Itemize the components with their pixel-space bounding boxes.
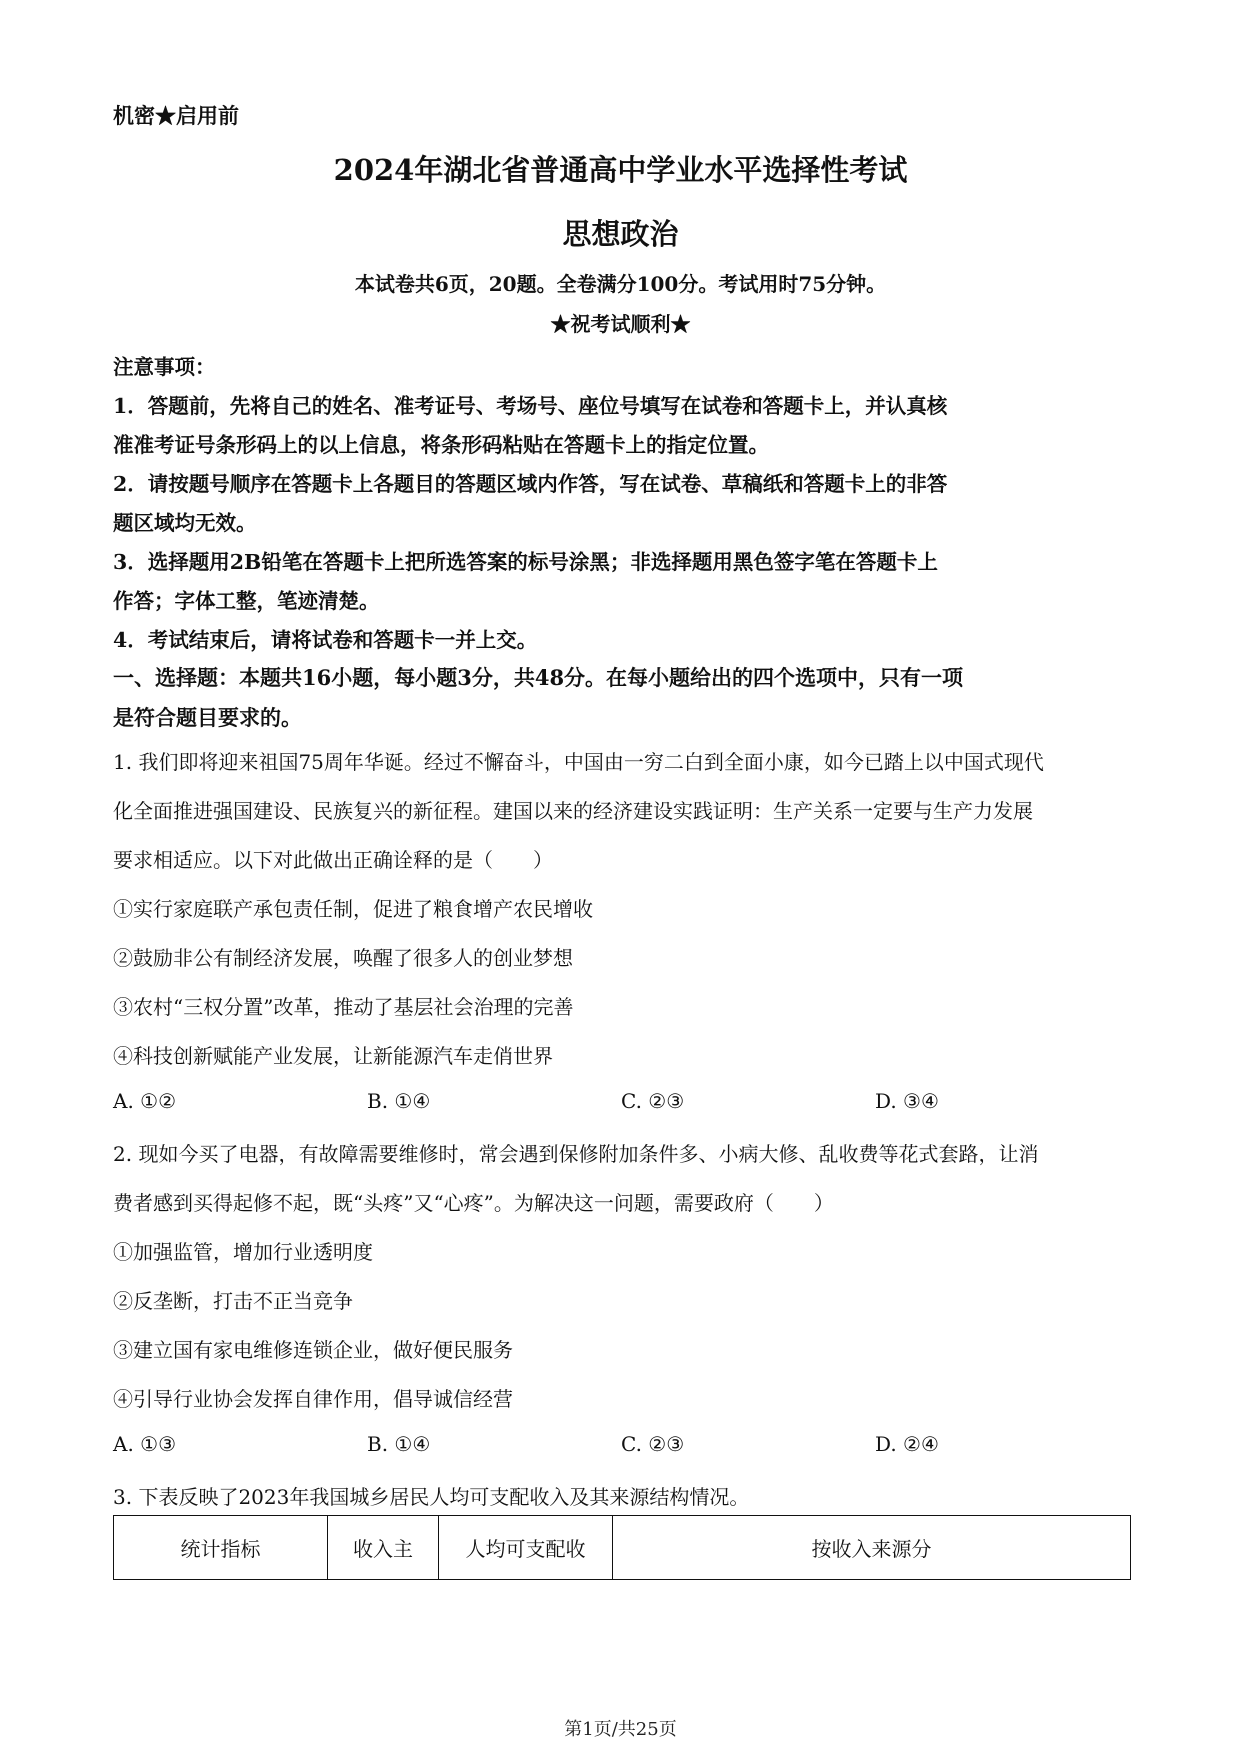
exam-title: 2024年湖北省普通高中学业水平选择性考试 [333, 153, 908, 187]
table-header-cell: 人均可支配收 [439, 1516, 613, 1580]
q1-option-c: C. ②③ [621, 1089, 685, 1113]
q2-option-d: D. ②④ [875, 1432, 939, 1456]
q2-option-a: A. ①③ [113, 1432, 177, 1456]
q1-item: ③农村“三权分置”改革，推动了基层社会治理的完善 [113, 995, 574, 1019]
q1-option-b: B. ①④ [367, 1089, 431, 1113]
table-header-cell: 按收入来源分 [613, 1516, 1131, 1580]
notice-line: 作答；字体工整，笔迹清楚。 [113, 589, 380, 613]
income-table [113, 1515, 1131, 1580]
q1-item: ②鼓励非公有制经济发展，唤醒了很多人的创业梦想 [113, 946, 573, 970]
q2-stem-line: 费者感到买得起修不起，既“头疼”又“心疼”。为解决这一问题，需要政府（ ） [113, 1191, 834, 1215]
confidential-mark: 机密★启用前 [113, 103, 239, 128]
notice-line: 2．请按题号顺序在答题卡上各题目的答题区域内作答，写在试卷、草稿纸和答题卡上的非答 [113, 472, 948, 496]
notice-line: 4．考试结束后，请将试卷和答题卡一并上交。 [113, 628, 538, 652]
table-header-cell: 收入主 [328, 1516, 439, 1580]
q2-item: ①加强监管，增加行业透明度 [113, 1240, 373, 1264]
table-header-row [114, 1516, 1131, 1580]
section-heading: 一、选择题：本题共16小题，每小题3分，共48分。在每小题给出的四个选项中，只有一项 [113, 665, 964, 690]
subject-title: 思想政治 [562, 217, 679, 251]
q2-item: ③建立国有家电维修连锁企业，做好便民服务 [113, 1338, 513, 1362]
q2-option-c: C. ②③ [621, 1432, 685, 1456]
q1-stem-line: 1. 我们即将迎来祖国75周年华诞。经过不懈奋斗，中国由一穷二白到全面小康，如今已踏上以中国式现代 [113, 750, 1044, 774]
exam-info: 本试卷共6页，20题。全卷满分100分。考试用时75分钟。 [354, 272, 887, 296]
q1-stem-line: 化全面推进强国建设、民族复兴的新征程。建国以来的经济建设实践证明：生产关系一定要与生产力发展 [113, 799, 1033, 823]
q2-stem-line: 2. 现如今买了电器，有故障需要维修时，常会遇到保修附加条件多、小病大修、乱收费等花式套路，让消 [113, 1142, 1039, 1166]
q1-item: ①实行家庭联产承包责任制，促进了粮食增产农民增收 [113, 897, 593, 921]
q1-stem-line: 要求相适应。以下对此做出正确诠释的是（ ） [113, 848, 553, 872]
notice-line: 准准考证号条形码上的以上信息，将条形码粘贴在答题卡上的指定位置。 [113, 433, 769, 457]
q1-option-d: D. ③④ [875, 1089, 939, 1113]
notice-line: 题区域均无效。 [113, 511, 257, 535]
q2-option-b: B. ①④ [367, 1432, 431, 1456]
table-header-cell: 统计指标 [114, 1516, 328, 1580]
page-number: 第1页/共25页 [564, 1719, 677, 1740]
q1-option-a: A. ①② [113, 1089, 177, 1113]
notice-line: 3．选择题用2B铅笔在答题卡上把所选答案的标号涂黑；非选择题用黑色签字笔在答题卡上 [113, 550, 938, 574]
good-luck-line: ★祝考试顺利★ [550, 312, 691, 336]
section-heading: 是符合题目要求的。 [113, 705, 302, 730]
notice-heading: 注意事项： [113, 355, 216, 379]
q1-item: ④科技创新赋能产业发展，让新能源汽车走俏世界 [113, 1044, 553, 1068]
notice-line: 1．答题前，先将自己的姓名、准考证号、考场号、座位号填写在试卷和答题卡上，并认真核 [113, 394, 948, 418]
q2-item: ②反垄断，打击不正当竞争 [113, 1289, 353, 1313]
q2-item: ④引导行业协会发挥自律作用，倡导诚信经营 [113, 1387, 513, 1411]
q3-stem: 3. 下表反映了2023年我国城乡居民人均可支配收入及其来源结构情况。 [113, 1485, 750, 1509]
